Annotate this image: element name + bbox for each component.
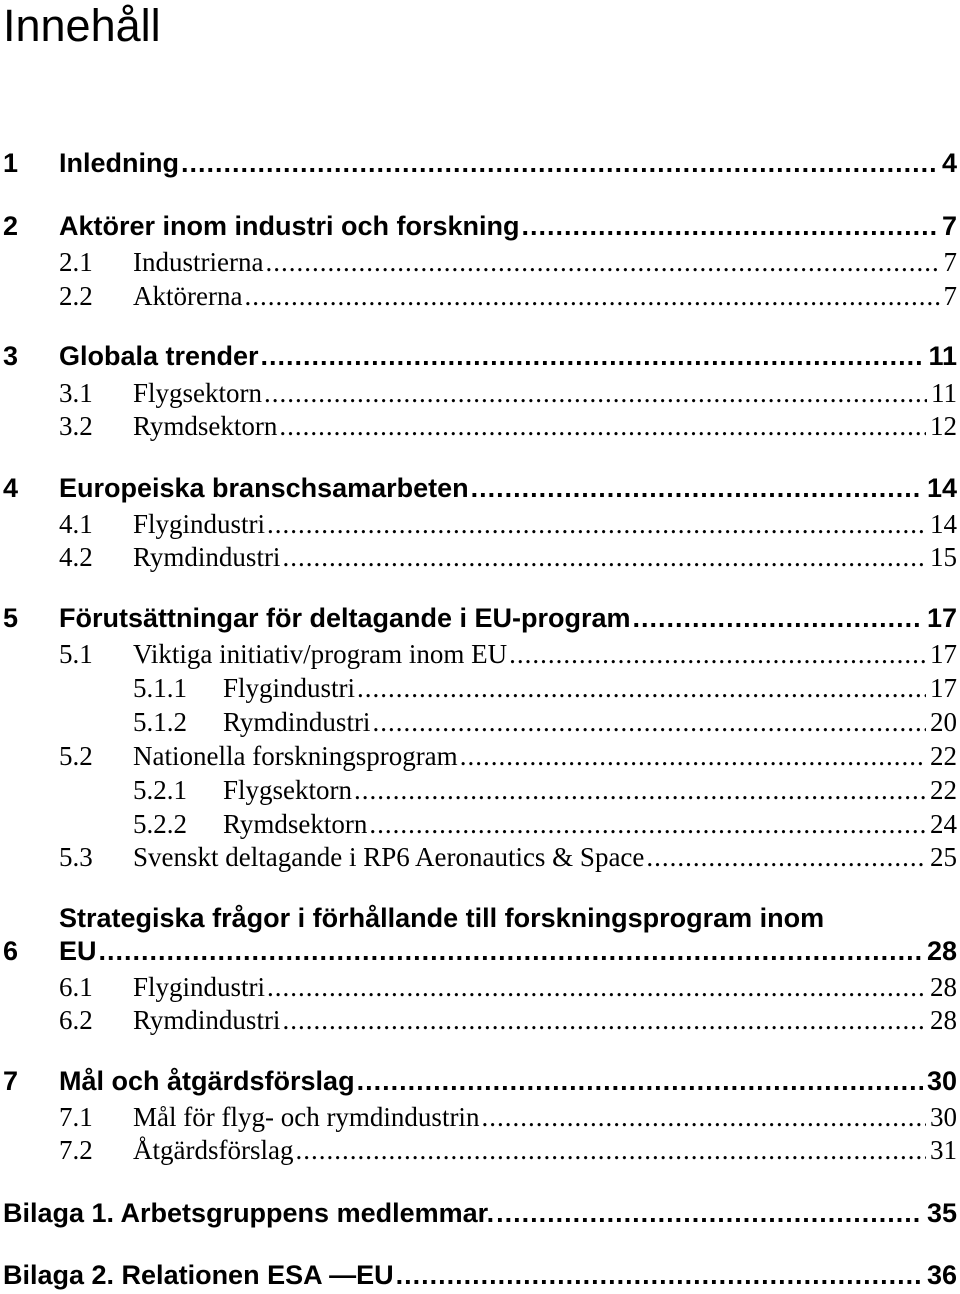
toc-label: Bilaga 2. Relationen ESA —EU (3, 1260, 394, 1290)
toc-entry-6-1[interactable] (59, 972, 957, 1003)
toc-label: Flygsektorn (133, 378, 263, 408)
toc-entry-bilaga-1[interactable] (3, 1198, 957, 1229)
toc-page-number: 14 (930, 509, 957, 539)
toc-number: 7.2 (59, 1135, 93, 1165)
dot-leader (295, 1135, 926, 1166)
toc-label: Flygindustri (223, 673, 356, 703)
toc-number: 3 (3, 341, 19, 371)
toc-label: Flygsektorn (223, 775, 353, 805)
toc-label: Aktörerna (133, 281, 243, 311)
toc-number: 5.2.1 (133, 775, 187, 805)
toc-entry-5-1-1[interactable] (133, 673, 957, 704)
toc-label: Viktiga initiativ/program inom EU (133, 639, 508, 669)
toc-page-number: 30 (930, 1102, 957, 1132)
toc-page-number: 25 (930, 842, 957, 872)
dot-leader (633, 603, 923, 634)
toc-entry-2-2[interactable] (59, 281, 957, 312)
toc-page-number: 17 (930, 639, 957, 669)
dot-leader (267, 509, 926, 540)
toc-label: Flygindustri (133, 972, 266, 1002)
page-title: Innehåll (3, 0, 161, 51)
toc-entry-2[interactable] (3, 211, 957, 242)
toc-entry-5-1[interactable] (59, 639, 957, 670)
toc-page-number: 35 (926, 1198, 957, 1228)
toc-page-number: 36 (926, 1260, 957, 1290)
dot-leader (264, 378, 927, 409)
toc-number: 7 (3, 1066, 19, 1096)
dot-leader (481, 1102, 926, 1133)
toc-label: Flygindustri (133, 509, 266, 539)
toc-number: 6 (3, 936, 19, 966)
toc-label: Rymdindustri (133, 542, 281, 572)
toc-page-number: 11 (931, 378, 957, 408)
toc-number: 4.1 (59, 509, 93, 539)
toc-label: Mål för flyg- och rymdindustrin (133, 1102, 480, 1132)
dot-leader (460, 741, 926, 772)
dot-leader (267, 972, 926, 1003)
dot-leader (354, 775, 926, 806)
toc-entry-1[interactable] (3, 148, 957, 179)
toc-number: 3.1 (59, 378, 93, 408)
dot-leader (261, 341, 925, 372)
toc-page-number: 17 (926, 603, 957, 633)
toc-page-number: 7 (943, 247, 957, 277)
toc-number: 2.2 (59, 281, 93, 311)
toc-page-number: 7 (941, 211, 957, 241)
dot-leader (357, 1066, 923, 1097)
toc-entry-4-1[interactable] (59, 509, 957, 540)
toc-page-number: 30 (926, 1066, 957, 1096)
toc-entry-6[interactable] (3, 936, 957, 967)
toc-entry-5-2-1[interactable] (133, 775, 957, 806)
dot-leader (496, 1198, 923, 1229)
toc-page-number: 24 (930, 809, 957, 839)
toc-number: 6.1 (59, 972, 93, 1002)
toc-number: 5.3 (59, 842, 93, 872)
toc-entry-6-2[interactable] (59, 1005, 957, 1036)
toc-label: Globala trender (59, 341, 259, 371)
toc-number: 5.1 (59, 639, 93, 669)
dot-leader (372, 707, 926, 738)
toc-entry-4[interactable] (3, 473, 957, 504)
toc-number: 7.1 (59, 1102, 93, 1132)
toc-entry-3-1[interactable] (59, 378, 957, 409)
toc-number: 5.2 (59, 741, 93, 771)
toc-label: Rymdsektorn (223, 809, 368, 839)
toc-entry-3-2[interactable] (59, 411, 957, 442)
toc-entry-4-2[interactable] (59, 542, 957, 573)
dot-leader (396, 1260, 923, 1291)
toc-label: Industrierna (133, 247, 264, 277)
toc-number: 6.2 (59, 1005, 93, 1035)
toc-page-number: 14 (926, 473, 957, 503)
toc-entry-5[interactable] (3, 603, 957, 634)
toc-entry-7[interactable] (3, 1066, 957, 1097)
toc-entry-bilaga-2[interactable] (3, 1260, 957, 1291)
toc-number: 4 (3, 473, 19, 503)
toc-label: Mål och åtgärdsförslag (59, 1066, 355, 1096)
toc-number: 5.1.2 (133, 707, 187, 737)
toc-entry-6-heading[interactable] (59, 903, 824, 934)
toc-label: Rymdsektorn (133, 411, 278, 441)
toc-label: Rymdindustri (223, 707, 371, 737)
dot-leader (646, 842, 926, 873)
toc-page-number: 4 (941, 148, 957, 178)
toc-page-number: 7 (943, 281, 957, 311)
toc-page-number: 12 (930, 411, 957, 441)
toc-label-continued: EU (59, 936, 97, 966)
toc-entry-5-1-2[interactable] (133, 707, 957, 738)
toc-page-number: 22 (930, 775, 957, 805)
toc-label: Rymdindustri (133, 1005, 281, 1035)
toc-entry-2-1[interactable] (59, 247, 957, 278)
toc-label: Europeiska branschsamarbeten (59, 473, 469, 503)
toc-page-number: 28 (930, 972, 957, 1002)
toc-entry-5-2-2[interactable] (133, 809, 957, 840)
dot-leader (265, 247, 939, 278)
dot-leader (357, 673, 926, 704)
toc-number: 1 (3, 148, 19, 178)
toc-label: Åtgärdsförslag (133, 1135, 294, 1165)
dot-leader (471, 473, 923, 504)
toc-label: Strategiska frågor i förhållande till forskningsprogram inom (59, 903, 825, 933)
dot-leader (509, 639, 926, 670)
dot-leader (279, 411, 926, 442)
toc-entry-5-3[interactable] (59, 842, 957, 873)
toc-number: 5 (3, 603, 19, 633)
toc-page-number: 11 (928, 341, 957, 371)
toc-page-number: 20 (930, 707, 957, 737)
toc-number: 4.2 (59, 542, 93, 572)
toc-number: 5.1.1 (133, 673, 187, 703)
toc-label: Förutsättningar för deltagande i EU-program (59, 603, 631, 633)
toc-label: Inledning (59, 148, 179, 178)
toc-page-number: 28 (930, 1005, 957, 1035)
dot-leader (369, 809, 926, 840)
toc-label: Aktörer inom industri och forskning (59, 211, 520, 241)
dot-leader (522, 211, 938, 242)
toc-number: 3.2 (59, 411, 93, 441)
toc-label: Nationella forskningsprogram (133, 741, 458, 771)
toc-label: Bilaga 1. Arbetsgruppens medlemmar. (3, 1198, 495, 1228)
toc-number: 5.2.2 (133, 809, 187, 839)
dot-leader (181, 148, 938, 179)
toc-entry-3[interactable] (3, 341, 957, 372)
toc-page-number: 28 (926, 936, 957, 966)
dot-leader (244, 281, 939, 312)
toc-page-number: 15 (930, 542, 957, 572)
dot-leader (99, 936, 923, 967)
toc-label: Svenskt deltagande i RP6 Aeronautics & Space (133, 842, 645, 872)
toc-entry-5-2[interactable] (59, 741, 957, 772)
toc-number: 2 (3, 211, 19, 241)
dot-leader (282, 542, 926, 573)
toc-entry-7-1[interactable] (59, 1102, 957, 1133)
toc-number: 2.1 (59, 247, 93, 277)
toc-entry-7-2[interactable] (59, 1135, 957, 1166)
toc-page-number: 31 (930, 1135, 957, 1165)
toc-page-number: 22 (930, 741, 957, 771)
dot-leader (282, 1005, 926, 1036)
toc-page-number: 17 (930, 673, 957, 703)
